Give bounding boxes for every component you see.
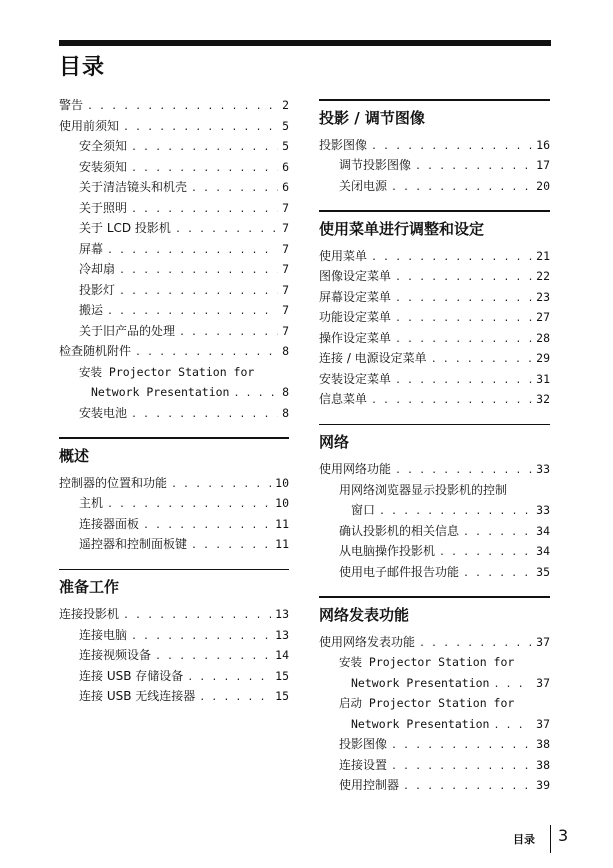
top-rule [59,40,551,46]
toc-entry-page: 8 [282,405,289,420]
dot-leader [439,543,532,562]
toc-entry-label: 连接 / 电源设定菜单 [319,351,427,365]
section-heading: 使用菜单进行调整和设定 [319,219,485,238]
toc-entry[interactable] [319,652,550,673]
toc-entry[interactable] [59,534,289,555]
toc-entry[interactable] [319,176,550,197]
dot-leader [431,350,532,369]
toc-entry[interactable] [319,541,550,562]
dot-leader [403,777,532,796]
toc-entry-page: 8 [282,385,289,399]
dot-leader [143,516,271,535]
dot-leader [493,716,532,735]
dot-leader [131,627,271,646]
toc-entry[interactable] [319,266,550,287]
toc-entry-page: 28 [536,330,550,345]
toc-entry-label: 关于清洁镜头和机壳 [79,180,188,194]
toc-entry[interactable] [59,259,289,280]
toc-entry-label: 图像设定菜单 [319,269,392,283]
toc-entry-label: 连接器面板 [79,516,140,531]
toc-entry-page: 15 [275,668,289,683]
toc-entry-page: 7 [282,303,289,317]
toc-entry[interactable] [319,714,550,735]
toc-entry-label: 关闭电源 [339,178,388,193]
dot-leader [415,157,532,176]
toc-entry-page: 5 [282,118,289,133]
dot-leader [123,606,271,625]
section-heading: 网络发表功能 [319,605,410,624]
toc-entry-page: 6 [282,159,289,174]
toc-entry-label: 连接电脑 [79,627,128,642]
toc-entry[interactable] [319,480,550,501]
toc-entry[interactable] [319,775,550,796]
toc-entry-page: 17 [536,158,550,172]
dot-leader [179,323,278,342]
toc-entry[interactable] [319,734,550,755]
toc-entry-label: 投影灯 [79,282,116,297]
toc-entry[interactable] [319,693,550,714]
toc-entry-page: 22 [536,269,550,283]
toc-entry-label: 使用菜单 [319,248,368,263]
toc-entry[interactable] [319,369,550,390]
toc-entry-page: 21 [536,248,550,263]
toc-entry-label: 使用网络功能 [319,462,392,476]
dot-leader [119,282,278,301]
toc-entry[interactable] [59,473,289,494]
toc-entry[interactable] [59,403,289,424]
toc-entry-label: 从电脑操作投影机 [339,544,436,558]
page-number: 3 [558,826,569,845]
dot-leader [395,330,532,349]
toc-entry[interactable] [319,287,550,308]
toc-entry-page: 7 [282,241,289,256]
toc-entry-page: 7 [282,221,289,235]
toc-entry-label: 关于旧产品的处理 [79,323,176,338]
toc-entry-page: 15 [275,689,289,703]
toc-entry-label: 投影图像 [319,137,368,152]
toc-entry[interactable] [59,218,289,239]
toc-entry-label: 控制器的位置和功能 [59,475,168,490]
toc-entry-page: 34 [536,523,550,538]
toc-entry-label: Network Presentation [91,385,230,399]
toc-entry-page: 33 [536,462,550,476]
dot-leader [131,138,278,157]
dot-leader [191,179,278,198]
section-heading: 准备工作 [59,578,120,596]
dot-leader [171,475,271,494]
toc-entry-page: 29 [536,351,550,365]
toc-entry-page: 14 [275,648,289,662]
toc-entry-page: 39 [536,778,550,792]
dot-leader [391,736,532,755]
toc-entry-label: Network Presentation [351,675,490,690]
toc-entry-label: 屏幕设定菜单 [319,289,392,304]
toc-entry-page: 23 [536,289,550,304]
dot-leader [395,371,532,390]
dot-leader [107,495,271,514]
dot-leader [107,302,278,321]
toc-entry[interactable] [59,514,289,535]
toc-entry-label: 搬运 [79,303,104,317]
toc-entry-label: Network Presentation [351,716,490,731]
toc-entry[interactable] [59,604,289,625]
section-rule [319,99,550,101]
section-rule [319,596,550,598]
toc-entry-label: 功能设定菜单 [319,310,392,324]
toc-entry-page: 11 [275,516,289,531]
dot-leader [371,137,532,156]
toc-entry-label: 安装设定菜单 [319,371,392,386]
toc-entry-label: 连接 USB 无线连接器 [79,689,196,703]
toc-entry[interactable] [59,625,289,646]
dot-leader [395,461,532,480]
toc-entry-label: 警告 [59,98,84,112]
toc-entry-label: 连接投影机 [59,607,120,621]
toc-entry[interactable] [319,389,550,410]
toc-entry-label: 投影图像 [339,737,388,751]
dot-leader [119,261,278,280]
toc-entry[interactable] [59,382,289,403]
dot-leader [155,647,271,666]
dot-leader [107,241,278,260]
toc-entry-label: 使用网络发表功能 [319,634,416,649]
dot-leader [463,564,532,583]
toc-entry[interactable] [59,300,289,321]
toc-entry[interactable] [59,95,289,116]
section-heading: 概述 [59,446,90,465]
toc-entry-page: 20 [536,178,550,193]
toc-entry-page: 2 [282,98,289,112]
dot-leader [131,200,278,219]
toc-entry-label: 连接 USB 存储设备 [79,668,184,683]
dot-leader [379,502,532,521]
toc-entry-page: 6 [282,180,289,194]
toc-entry-page: 8 [282,344,289,358]
toc-entry-label: 连接视频设备 [79,648,152,662]
toc-entry[interactable] [59,362,289,383]
toc-entry-page: 27 [536,310,550,324]
dot-leader [131,159,278,178]
toc-entry-page: 37 [536,634,550,649]
section-rule [319,210,550,212]
toc-entry-label: 安装须知 [79,159,128,174]
dot-leader [391,178,532,197]
toc-entry[interactable] [59,239,289,260]
toc-entry[interactable] [59,686,289,707]
dot-leader [463,523,532,542]
toc-entry[interactable] [59,280,289,301]
toc-entry[interactable] [59,666,289,687]
toc-entry-label: 连接设置 [339,757,388,772]
dot-leader [131,405,278,424]
toc-entry-label: 使用电子邮件报告功能 [339,564,460,579]
dot-leader [233,384,278,403]
dot-leader [187,668,271,687]
toc-entry-label: 安装电池 [79,405,128,420]
toc-left-column [59,95,289,707]
footer-label: 目录 [513,833,535,846]
toc-entry-page: 13 [275,607,289,621]
toc-entry[interactable] [319,755,550,776]
dot-leader [419,634,532,653]
toc-entry[interactable] [59,136,289,157]
toc-entry-page: 38 [536,757,550,772]
toc-entry[interactable] [59,157,289,178]
dot-leader [493,675,532,694]
toc-entry-page: 7 [282,323,289,338]
section-heading: 网络 [319,433,350,451]
toc-entry-label: 调节投影图像 [339,158,412,172]
section-rule [59,569,289,571]
toc-entry-page: 7 [282,262,289,276]
toc-entry-label: 使用控制器 [339,778,400,792]
toc-entry-label: 主机 [79,496,104,510]
toc-entry-page: 10 [275,496,289,510]
toc-entry-label: 冷却扇 [79,262,116,276]
toc-entry-label: 信息菜单 [319,392,368,406]
toc-entry[interactable] [319,459,550,480]
toc-entry-label: 关于照明 [79,200,128,215]
toc-entry-label: 安全须知 [79,139,128,153]
dot-leader [175,220,278,239]
dot-leader [199,688,271,707]
toc-entry[interactable] [319,562,550,583]
toc-entry-label: 操作设定菜单 [319,330,392,345]
toc-entry[interactable] [59,198,289,219]
toc-entry[interactable] [59,177,289,198]
toc-entry-label: 窗口 [351,503,376,517]
toc-entry-label: 屏幕 [79,241,104,256]
toc-entry[interactable] [319,632,550,653]
toc-entry-label: 遥控器和控制面板键 [79,537,188,551]
toc-entry[interactable] [59,645,289,666]
toc-entry-page: 10 [275,475,289,490]
toc-entry-page: 33 [536,503,550,517]
dot-leader [395,309,532,328]
toc-entry-page: 32 [536,392,550,406]
dot-leader [395,289,532,308]
toc-entry[interactable] [319,500,550,521]
dot-leader [371,391,532,410]
toc-entry-page: 16 [536,137,550,152]
page-title: 目录 [59,55,106,80]
dot-leader [87,97,278,116]
section-heading: 投影 / 调节图像 [319,108,425,127]
toc-entry[interactable] [319,155,550,176]
toc-entry[interactable] [59,341,289,362]
toc-entry-label: 安装 Projector Station for [79,364,255,379]
dot-leader [391,757,532,776]
toc-entry-page: 38 [536,737,550,751]
dot-leader [135,343,278,362]
toc-entry[interactable] [319,521,550,542]
toc-entry-page: 31 [536,371,550,386]
toc-entry-page: 7 [282,200,289,215]
toc-entry-label: 使用前须知 [59,118,120,133]
toc-entry-page: 34 [536,544,550,558]
toc-entry-page: 35 [536,564,550,579]
toc-entry-label: 确认投影机的相关信息 [339,523,460,538]
section-rule [59,437,289,439]
toc-entry[interactable] [319,307,550,328]
toc-entry-label: 检查随机附件 [59,344,132,358]
toc-entry-page: 5 [282,139,289,153]
toc-entry-label: 关于 LCD 投影机 [79,221,171,235]
toc-entry[interactable] [59,321,289,342]
toc-entry[interactable] [319,673,550,694]
dot-leader [395,268,532,287]
dot-leader [371,248,532,267]
toc-entry-page: 11 [275,537,289,551]
toc-entry[interactable] [59,116,289,137]
dot-leader [191,536,271,555]
toc-entry-page: 13 [275,627,289,642]
toc-entry[interactable] [59,493,289,514]
toc-right-column [319,99,550,796]
toc-entry[interactable] [319,135,550,156]
toc-entry[interactable] [319,246,550,267]
toc-entry-label: 启动 Projector Station for [339,696,515,710]
section-rule [319,424,550,426]
toc-entry[interactable] [319,348,550,369]
toc-entry-page: 37 [536,675,550,690]
toc-entry-label: 用网络浏览器显示投影机的控制 [339,482,508,497]
toc-entry-page: 37 [536,716,550,731]
footer-rule [550,825,551,853]
toc-entry-page: 7 [282,282,289,297]
toc-entry[interactable] [319,328,550,349]
dot-leader [123,118,278,137]
toc-entry-label: 安装 Projector Station for [339,655,515,669]
